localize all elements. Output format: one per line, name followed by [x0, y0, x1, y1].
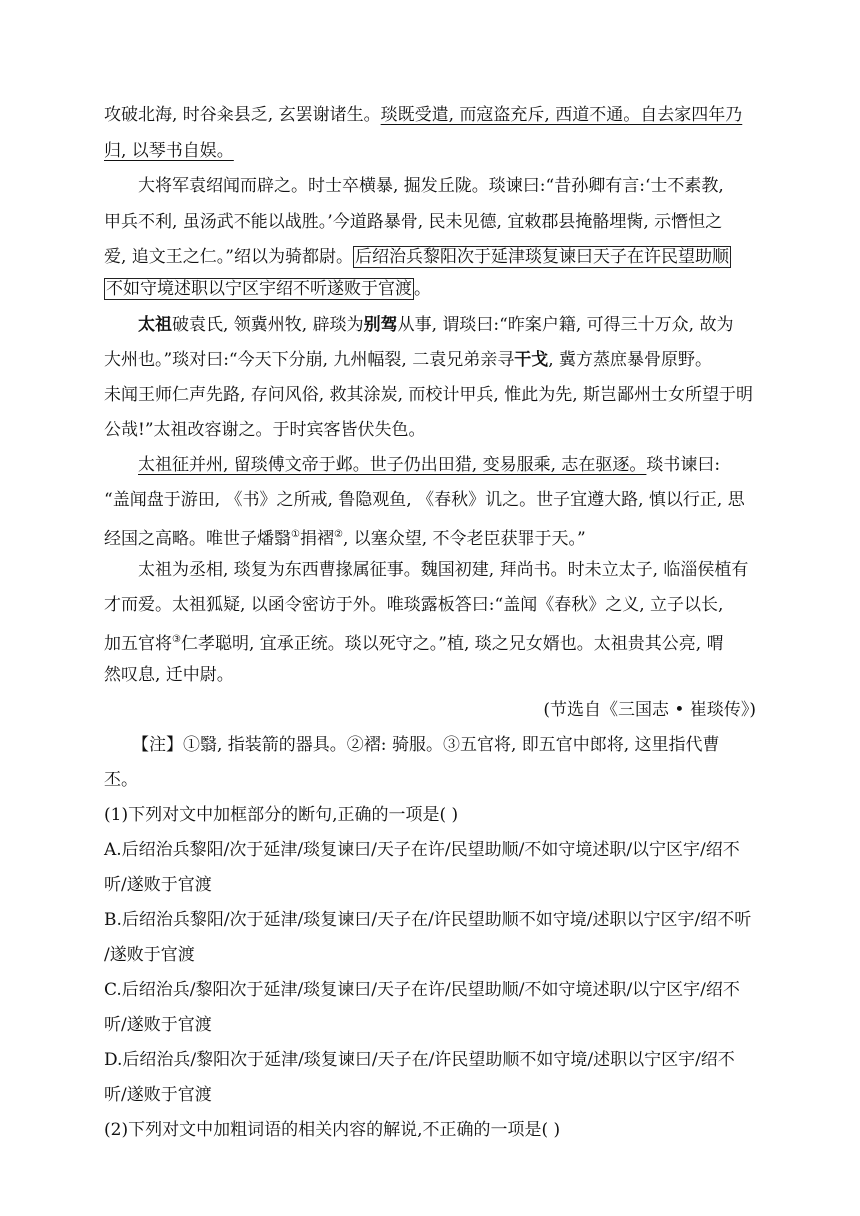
option-c	[104, 977, 756, 1003]
option-text: /遂败于官渡	[104, 945, 195, 965]
boxed-text: 后绍治兵黎阳次于延津琰复谏曰天子在许民望助顺	[355, 247, 729, 267]
option-text: 听/遂败于官渡	[104, 875, 212, 895]
text-span: 琰书谏曰:	[646, 455, 721, 475]
text-span: 才而爱。太祖狐疑, 以函令密访于外。唯琰露板答曰:“盖闻《春秋》之义, 立子以长,	[104, 595, 724, 615]
bold-term: 干戈	[514, 350, 549, 370]
text-span: 太祖为丞相, 琰复为东西曹掾属征事。魏国初建, 拜尚书。时未立太子, 临淄侯植有	[138, 560, 749, 580]
text-span: “盖闻盘于游田, 《书》之所戒, 鲁隐观鱼, 《春秋》讥之。世子宜遵大路, 慎以行正, 思	[104, 490, 745, 510]
option-text: B.后绍治兵黎阳/次于延津/琰复谏曰/天子在/许民望助顺不如守境/述职以宁区宇/绍不听	[104, 910, 752, 930]
option-a	[104, 837, 756, 863]
question-2	[104, 1117, 756, 1143]
bold-term: 太祖	[138, 315, 172, 335]
source-citation	[104, 697, 756, 723]
option-text: C.后绍治兵/黎阳次于延津/琰复谏曰/天子在许/民望助顺/不如守境述职/以宁区宇/绍不	[104, 980, 740, 1000]
question-text: (1)下列对文中加框部分的断句,正确的一项是( )	[104, 805, 459, 825]
underlined-text: 太祖征并州, 留琰傅文帝于邺。世子仍出田猎, 变易服乘, 志在驱逐。	[138, 455, 647, 475]
text-line	[104, 276, 756, 302]
footnote-marker: ③	[172, 634, 181, 645]
text-line	[104, 592, 756, 618]
text-span: 经国之高略。唯世子燔翳	[104, 529, 291, 549]
underlined-text: 琰既受遣, 而寇盗充斥, 西道不通。自去家四年乃	[380, 105, 743, 125]
annotation-line	[104, 767, 756, 793]
text-span: 破袁氏, 领冀州牧, 辟琰为	[172, 315, 364, 335]
option-c-cont	[104, 1012, 756, 1038]
option-text: 听/遂败于官渡	[104, 1085, 212, 1105]
option-d	[104, 1047, 756, 1073]
option-d-cont	[104, 1082, 756, 1108]
option-a-cont	[104, 872, 756, 898]
text-line	[104, 487, 756, 513]
text-line	[138, 557, 756, 583]
text-line	[104, 627, 756, 653]
text-span: 加五官将	[104, 634, 172, 654]
boxed-text: 不如守境述职以宁区宇绍不听遂败于官渡	[106, 279, 412, 299]
text-span: , 以塞众望, 不令老臣获罪于天。”	[342, 529, 586, 549]
text-span: 攻破北海, 时谷籴县乏, 玄罢谢诸生。	[104, 105, 381, 125]
text-span: 爱, 追文王之仁。”绍以为骑都尉。	[104, 247, 353, 267]
question-1	[104, 802, 756, 828]
text-line	[104, 244, 756, 270]
option-b	[104, 907, 756, 933]
footnote-marker: ①	[291, 529, 300, 540]
text-line	[104, 522, 756, 548]
text-span: 甲兵不利, 虽汤武不能以战胜。’今道路暴骨, 民未见德, 宜敕郡县掩骼埋胔, 示憯怛之	[104, 212, 723, 232]
text-line	[104, 209, 756, 235]
text-span: , 冀方蒸庶暴骨原野。	[548, 350, 713, 370]
question-text: (2)下列对文中加粗词语的相关内容的解说,不正确的一项是( )	[104, 1120, 561, 1140]
text-span: 仁孝聪明, 宜承正统。琰以死守之。”植, 琰之兄女婿也。太祖贵其公亮, 喟	[180, 634, 724, 654]
option-b-cont	[104, 942, 756, 968]
text-line	[104, 662, 756, 688]
underlined-text: 归, 以琴书自娱。	[104, 141, 234, 161]
text-span: 捐褶	[299, 529, 334, 549]
annotation-line	[132, 732, 756, 758]
text-line	[138, 452, 756, 478]
option-text: 听/遂败于官渡	[104, 1015, 212, 1035]
text-line	[104, 347, 756, 373]
text-line	[138, 312, 756, 338]
text-line	[138, 173, 756, 199]
bold-term: 别驾	[363, 315, 398, 335]
text-line	[104, 102, 756, 128]
text-line	[104, 138, 756, 164]
footnote-marker: ②	[333, 529, 343, 540]
text-span: 大州也。”琰对曰:“今天下分崩, 九州幅裂, 二袁兄弟亲寻	[104, 350, 515, 370]
text-span: 从事, 谓琰曰:“昨案户籍, 可得三十万众, 故为	[397, 315, 734, 335]
text-line	[104, 417, 756, 443]
option-text: A.后绍治兵黎阳/次于延津/琰复谏曰/天子在许/民望助顺/不如守境述职/以宁区宇/绍不	[104, 840, 740, 860]
text-span: 然叹息, 迁中尉。	[104, 665, 234, 685]
text-span: 未闻王师仁声先路, 存问风俗, 救其涂炭, 而校计甲兵, 惟此为先, 斯岂鄙州士女所望于明	[104, 385, 754, 405]
annotation-text: 丕。	[104, 770, 138, 790]
text-line	[104, 382, 756, 408]
source-text: (节选自《三国志 • 崔琰传》)	[543, 700, 756, 720]
text-span: 大将军袁绍闻而辟之。时士卒横暴, 掘发丘陇。琰谏曰:“昔孙卿有言:‘士不素教,	[138, 176, 724, 196]
option-text: D.后绍治兵/黎阳次于延津/琰复谏曰/天子在/许民望助顺不如守境/述职以宁区宇/绍不	[104, 1050, 735, 1070]
text-span: 公哉!”太祖改容谢之。于时宾客皆伏失色。	[104, 420, 426, 440]
annotation-text: 【注】①翳, 指装箭的器具。②褶: 骑服。③五官将, 即五官中郎将, 这里指代曹	[132, 735, 720, 755]
text-span: 。	[414, 279, 431, 299]
